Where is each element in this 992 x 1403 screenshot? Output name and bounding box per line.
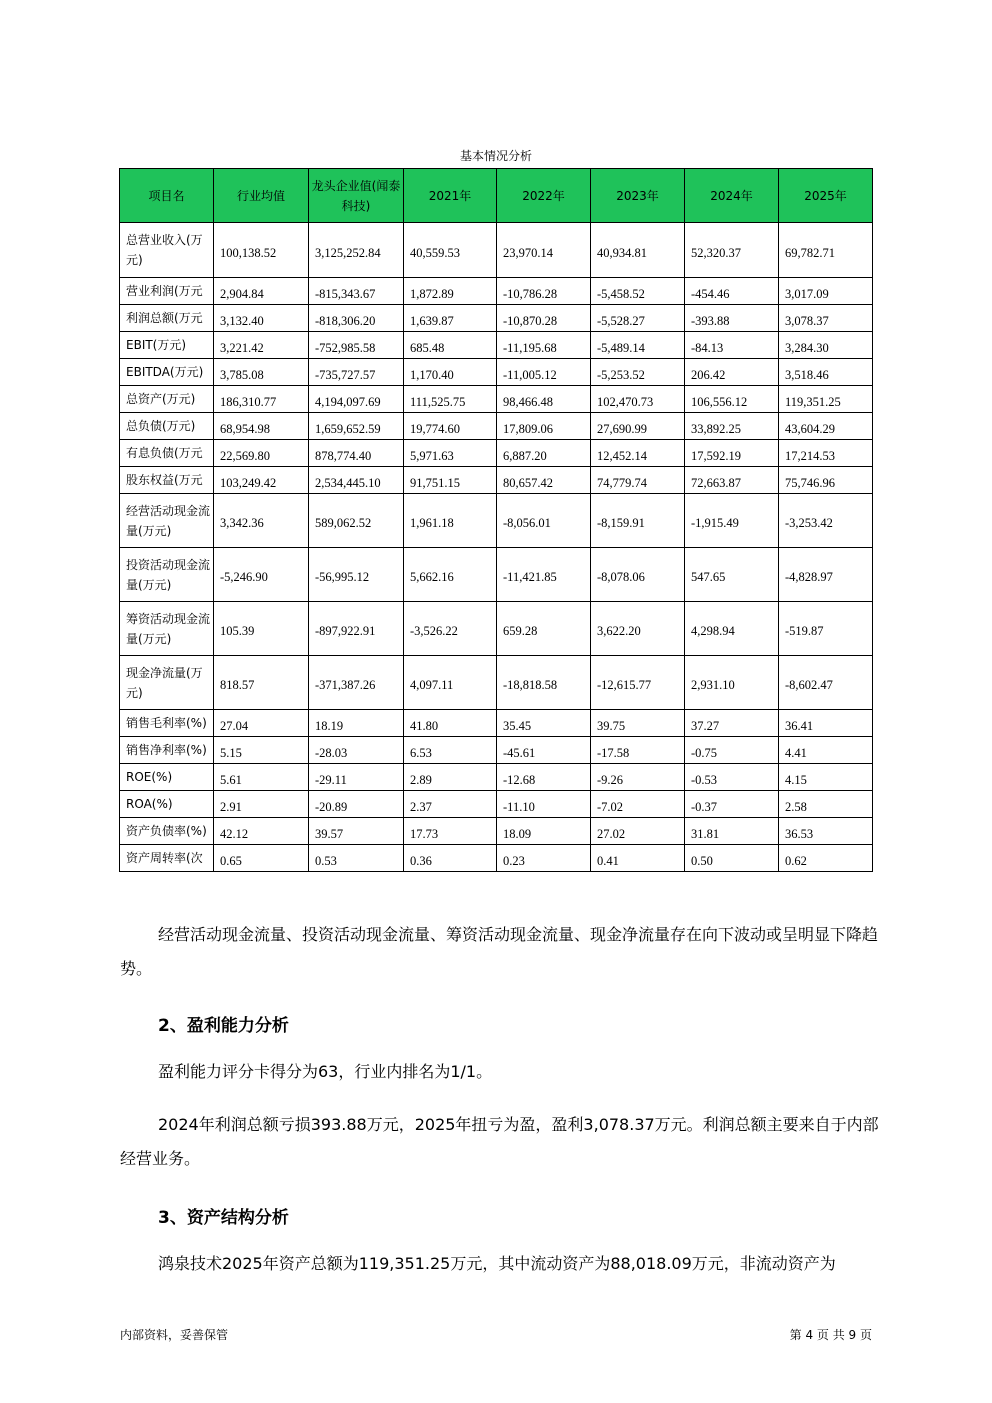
table-cell: -11.10 xyxy=(497,791,591,818)
table-cell: -12.68 xyxy=(497,764,591,791)
table-cell: -371,387.26 xyxy=(309,656,404,710)
table-cell: -0.53 xyxy=(685,764,779,791)
row-label: 筹资活动现金流量(万元) xyxy=(120,602,214,656)
row-label: 总负债(万元) xyxy=(120,413,214,440)
table-header-cell: 2025年 xyxy=(779,169,873,223)
table-cell: 5.15 xyxy=(214,737,309,764)
table-cell: 39.57 xyxy=(309,818,404,845)
paragraph-assets: 鸿泉技术2025年资产总额为119,351.25万元，其中流动资产为88,018.09万元，非流动资产为 xyxy=(158,1254,836,1273)
table-cell: -0.37 xyxy=(685,791,779,818)
table-row xyxy=(120,602,873,656)
table-row xyxy=(120,413,873,440)
table-header-cell: 项目名 xyxy=(120,169,214,223)
table-cell: 39.75 xyxy=(591,710,685,737)
table-cell: -29.11 xyxy=(309,764,404,791)
table-cell: 4,298.94 xyxy=(685,602,779,656)
table-cell: 27,690.99 xyxy=(591,413,685,440)
table-cell: 37.27 xyxy=(685,710,779,737)
table-cell: 3,518.46 xyxy=(779,359,873,386)
row-label: 营业利润(万元 xyxy=(120,278,214,305)
table-cell: 33,892.25 xyxy=(685,413,779,440)
row-label: 资产负债率(%) xyxy=(120,818,214,845)
table-header-row xyxy=(120,169,873,223)
table-cell: 103,249.42 xyxy=(214,467,309,494)
row-label: 经营活动现金流量(万元) xyxy=(120,494,214,548)
row-label: 总资产(万元) xyxy=(120,386,214,413)
table-row xyxy=(120,656,873,710)
table-cell: -1,915.49 xyxy=(685,494,779,548)
table-cell: -45.61 xyxy=(497,737,591,764)
table-cell: -3,526.22 xyxy=(404,602,497,656)
table-cell: -454.46 xyxy=(685,278,779,305)
table-cell: 0.41 xyxy=(591,845,685,872)
row-label: 现金净流量(万元) xyxy=(120,656,214,710)
table-cell: 100,138.52 xyxy=(214,223,309,278)
table-cell: 0.23 xyxy=(497,845,591,872)
table-row xyxy=(120,845,873,872)
table-row xyxy=(120,710,873,737)
table-cell: 0.65 xyxy=(214,845,309,872)
row-label: 总营业收入(万元) xyxy=(120,223,214,278)
table-cell: 17,809.06 xyxy=(497,413,591,440)
table-row xyxy=(120,737,873,764)
table-cell: 35.45 xyxy=(497,710,591,737)
row-label: 股东权益(万元 xyxy=(120,467,214,494)
table-cell: -5,253.52 xyxy=(591,359,685,386)
table-cell: 52,320.37 xyxy=(685,223,779,278)
table-cell: 75,746.96 xyxy=(779,467,873,494)
table-cell: 3,342.36 xyxy=(214,494,309,548)
table-cell: -393.88 xyxy=(685,305,779,332)
table-cell: -0.75 xyxy=(685,737,779,764)
table-cell: 42.12 xyxy=(214,818,309,845)
table-cell: 4,194,097.69 xyxy=(309,386,404,413)
table-cell: 41.80 xyxy=(404,710,497,737)
table-cell: 878,774.40 xyxy=(309,440,404,467)
table-cell: 36.53 xyxy=(779,818,873,845)
table-cell: -11,005.12 xyxy=(497,359,591,386)
table-cell: 547.65 xyxy=(685,548,779,602)
table-cell: 2.58 xyxy=(779,791,873,818)
table-cell: -28.03 xyxy=(309,737,404,764)
row-label: 销售毛利率(%) xyxy=(120,710,214,737)
row-label: 有息负债(万元 xyxy=(120,440,214,467)
table-cell: 111,525.75 xyxy=(404,386,497,413)
table-cell: -8,159.91 xyxy=(591,494,685,548)
table-cell: 0.53 xyxy=(309,845,404,872)
table-cell: 23,970.14 xyxy=(497,223,591,278)
table-cell: -519.87 xyxy=(779,602,873,656)
table-cell: 3,132.40 xyxy=(214,305,309,332)
table-cell: 4.15 xyxy=(779,764,873,791)
table-cell: 98,466.48 xyxy=(497,386,591,413)
table-cell: 1,659,652.59 xyxy=(309,413,404,440)
table-cell: 19,774.60 xyxy=(404,413,497,440)
table-cell: 2.89 xyxy=(404,764,497,791)
financial-table xyxy=(119,168,873,872)
table-row xyxy=(120,223,873,278)
table-cell: 0.62 xyxy=(779,845,873,872)
table-cell: 818.57 xyxy=(214,656,309,710)
table-row xyxy=(120,305,873,332)
table-cell: 3,017.09 xyxy=(779,278,873,305)
table-cell: 5,662.16 xyxy=(404,548,497,602)
section-heading-asset-structure: 3、资产结构分析 xyxy=(158,1208,289,1228)
table-cell: 74,779.74 xyxy=(591,467,685,494)
table-cell: 4,097.11 xyxy=(404,656,497,710)
row-label: EBITDA(万元) xyxy=(120,359,214,386)
paragraph-profit-detail: 2024年利润总额亏损393.88万元，2025年扭亏为盈，盈利3,078.37万元。利润总额主要来自于内部经营业务。 xyxy=(120,1115,879,1168)
table-cell: 3,622.20 xyxy=(591,602,685,656)
table-cell: 17,592.19 xyxy=(685,440,779,467)
row-label: 利润总额(万元 xyxy=(120,305,214,332)
table-cell: 3,078.37 xyxy=(779,305,873,332)
row-label: 销售净利率(%) xyxy=(120,737,214,764)
table-cell: -8,056.01 xyxy=(497,494,591,548)
table-cell: 589,062.52 xyxy=(309,494,404,548)
table-cell: 5,971.63 xyxy=(404,440,497,467)
table-cell: -752,985.58 xyxy=(309,332,404,359)
table-cell: 4.41 xyxy=(779,737,873,764)
row-label: ROE(%) xyxy=(120,764,214,791)
row-label: 资产周转率(次 xyxy=(120,845,214,872)
table-header-cell: 龙头企业值(闻泰科技) xyxy=(309,169,404,223)
table-cell: 69,782.71 xyxy=(779,223,873,278)
table-header-cell: 2023年 xyxy=(591,169,685,223)
table-cell: 17,214.53 xyxy=(779,440,873,467)
table-header-cell: 2022年 xyxy=(497,169,591,223)
table-cell: -3,253.42 xyxy=(779,494,873,548)
table-cell: -11,195.68 xyxy=(497,332,591,359)
table-row xyxy=(120,332,873,359)
table-row xyxy=(120,359,873,386)
table-cell: 80,657.42 xyxy=(497,467,591,494)
table-cell: 31.81 xyxy=(685,818,779,845)
table-cell: 0.50 xyxy=(685,845,779,872)
table-cell: -56,995.12 xyxy=(309,548,404,602)
table-cell: 27.02 xyxy=(591,818,685,845)
table-cell: -818,306.20 xyxy=(309,305,404,332)
table-cell: 6,887.20 xyxy=(497,440,591,467)
paragraph-profit-score: 盈利能力评分卡得分为63，行业内排名为1/1。 xyxy=(158,1062,493,1081)
table-cell: 102,470.73 xyxy=(591,386,685,413)
table-cell: -5,458.52 xyxy=(591,278,685,305)
row-label: ROA(%) xyxy=(120,791,214,818)
table-cell: -18,818.58 xyxy=(497,656,591,710)
table-cell: 40,559.53 xyxy=(404,223,497,278)
table-cell: 22,569.80 xyxy=(214,440,309,467)
table-cell: -8,078.06 xyxy=(591,548,685,602)
table-cell: 2,904.84 xyxy=(214,278,309,305)
row-label: EBIT(万元) xyxy=(120,332,214,359)
table-row xyxy=(120,764,873,791)
table-cell: -815,343.67 xyxy=(309,278,404,305)
table-cell: -897,922.91 xyxy=(309,602,404,656)
table-cell: 68,954.98 xyxy=(214,413,309,440)
table-cell: 1,639.87 xyxy=(404,305,497,332)
paragraph-cashflow: 经营活动现金流量、投资活动现金流量、筹资活动现金流量、现金净流量存在向下波动或呈明显下降趋势。 xyxy=(120,925,879,978)
section-heading-profitability: 2、盈利能力分析 xyxy=(158,1016,289,1036)
table-cell: -4,828.97 xyxy=(779,548,873,602)
table-cell: 206.42 xyxy=(685,359,779,386)
table-cell: 18.09 xyxy=(497,818,591,845)
table-cell: 18.19 xyxy=(309,710,404,737)
table-cell: -8,602.47 xyxy=(779,656,873,710)
table-cell: 27.04 xyxy=(214,710,309,737)
table-cell: 659.28 xyxy=(497,602,591,656)
table-cell: 3,221.42 xyxy=(214,332,309,359)
table-row xyxy=(120,494,873,548)
table-cell: 186,310.77 xyxy=(214,386,309,413)
table-cell: 2.37 xyxy=(404,791,497,818)
table-cell: 43,604.29 xyxy=(779,413,873,440)
table-body xyxy=(120,223,873,872)
table-cell: 17.73 xyxy=(404,818,497,845)
table-header-cell: 2021年 xyxy=(404,169,497,223)
table-row xyxy=(120,440,873,467)
table-cell: -12,615.77 xyxy=(591,656,685,710)
table-row xyxy=(120,467,873,494)
table-cell: 3,785.08 xyxy=(214,359,309,386)
table-cell: 36.41 xyxy=(779,710,873,737)
table-cell: -84.13 xyxy=(685,332,779,359)
table-cell: -7.02 xyxy=(591,791,685,818)
table-cell: -20.89 xyxy=(309,791,404,818)
table-cell: 12,452.14 xyxy=(591,440,685,467)
table-header-cell: 行业均值 xyxy=(214,169,309,223)
table-cell: 119,351.25 xyxy=(779,386,873,413)
table-cell: -5,246.90 xyxy=(214,548,309,602)
table-cell: -11,421.85 xyxy=(497,548,591,602)
table-cell: 105.39 xyxy=(214,602,309,656)
table-row xyxy=(120,278,873,305)
table-cell: -735,727.57 xyxy=(309,359,404,386)
footer-confidential-note: 内部资料，妥善保管 xyxy=(120,1328,229,1342)
table-cell: 0.36 xyxy=(404,845,497,872)
table-cell: 3,125,252.84 xyxy=(309,223,404,278)
table-cell: 72,663.87 xyxy=(685,467,779,494)
table-row xyxy=(120,791,873,818)
table-cell: -9.26 xyxy=(591,764,685,791)
table-caption: 基本情况分析 xyxy=(459,149,532,163)
table-row xyxy=(120,386,873,413)
table-cell: -10,786.28 xyxy=(497,278,591,305)
table-cell: 3,284.30 xyxy=(779,332,873,359)
table-cell: -5,528.27 xyxy=(591,305,685,332)
table-cell: 1,961.18 xyxy=(404,494,497,548)
table-cell: -5,489.14 xyxy=(591,332,685,359)
table-cell: 40,934.81 xyxy=(591,223,685,278)
table-cell: 1,872.89 xyxy=(404,278,497,305)
table-row xyxy=(120,818,873,845)
table-cell: 2,931.10 xyxy=(685,656,779,710)
footer-page-number: 第 4 页 共 9 页 xyxy=(789,1328,872,1342)
table-cell: 91,751.15 xyxy=(404,467,497,494)
table-row xyxy=(120,548,873,602)
table-header-cell: 2024年 xyxy=(685,169,779,223)
table-cell: 2,534,445.10 xyxy=(309,467,404,494)
row-label: 投资活动现金流量(万元) xyxy=(120,548,214,602)
table-cell: 1,170.40 xyxy=(404,359,497,386)
table-cell: -17.58 xyxy=(591,737,685,764)
table-cell: 685.48 xyxy=(404,332,497,359)
table-cell: 106,556.12 xyxy=(685,386,779,413)
table-cell: 2.91 xyxy=(214,791,309,818)
table-cell: 6.53 xyxy=(404,737,497,764)
table-cell: -10,870.28 xyxy=(497,305,591,332)
table-cell: 5.61 xyxy=(214,764,309,791)
